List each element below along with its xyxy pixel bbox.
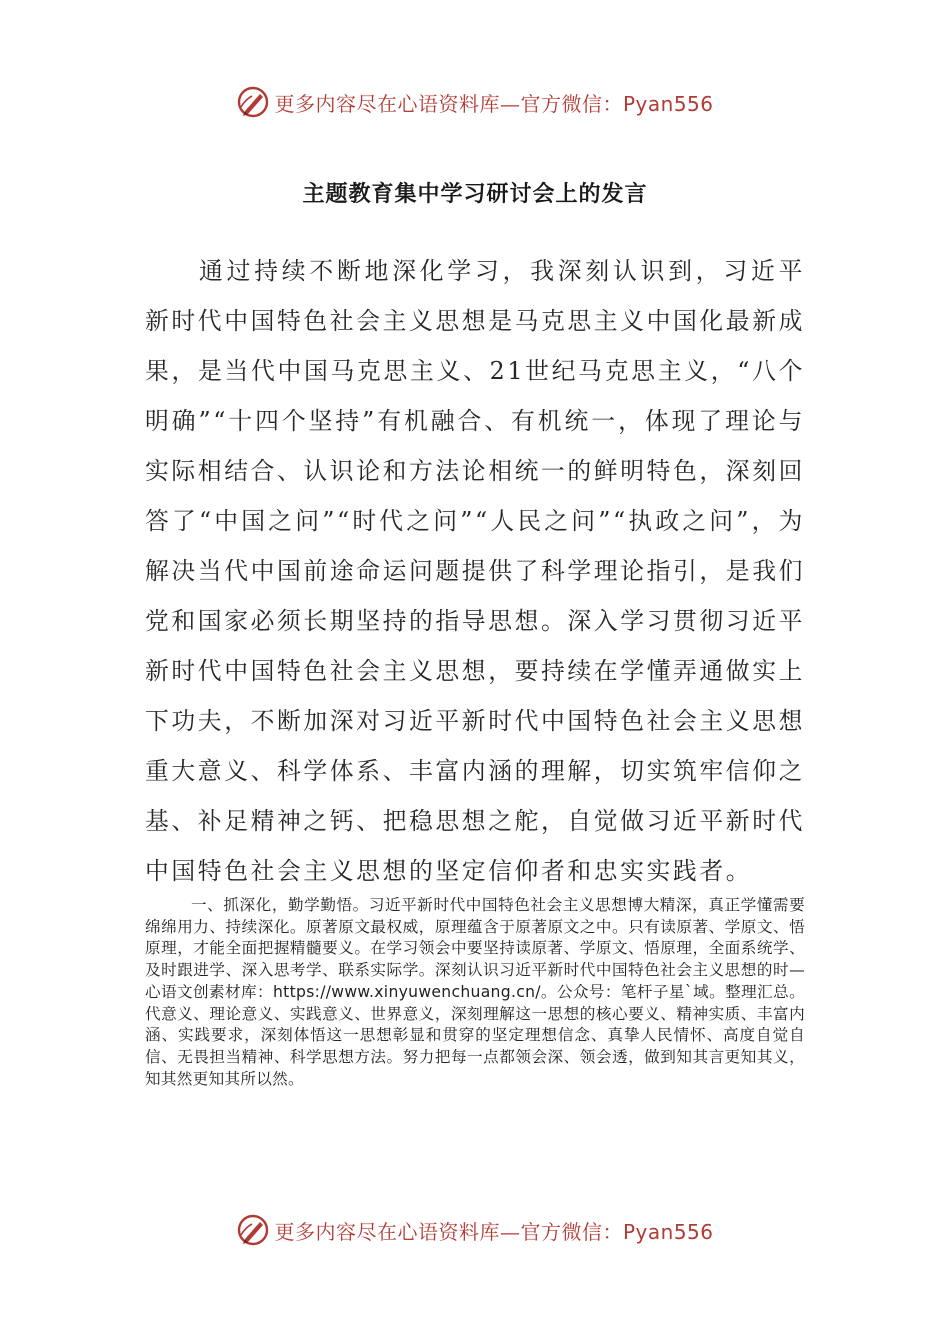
header-banner [0,82,950,122]
footer-banner-text [274,1216,713,1245]
header-banner-cn: 更多内容尽在心语资料库—官方微信： [274,91,623,116]
document-title: 主题教育集中学习研讨会上的发言 [302,182,648,207]
pen-circle-logo-icon [236,1213,270,1247]
header-banner-text [274,88,713,117]
section-one-text-b: 。公众号：笔杆子星`域。整理汇总。代意义、理论意义、实践意义、世界意义，深刻理解这一思想的核心要义、精神实质、丰富内涵、实践要求，深刻体悟这一思想彰显和贯穿的坚定理想信念、真挚人民情怀、高度自觉自信、无畏担当精神、科学思想方法。努力把每一点都领会深、领会透，做到知其言更知其义，知其然更知其所以然。 [145,982,805,1088]
section-one-text-a: 一、抓深化，勤学勤悟。习近平新时代中国特色社会主义思想博大精深，真正学懂需要绵绵用力、持续深化。原著原文最权威，原理蕴含于原著原文之中。只有读原著、学原文、悟原理，才能全面把握精髓要义。在学习领会中要坚持读原著、学原文、悟原理，全面系统学、及时跟进学、深入思考学、联系实际学。深刻认识习近平新时代中国特色社会主义思想的时—心语文创素材库： [145,896,805,1001]
header-banner-wechat-id: Pyan556 [622,91,714,116]
footer-banner-wechat-id: Pyan556 [622,1219,714,1244]
footer-banner-cn: 更多内容尽在心语资料库—官方微信： [274,1219,623,1244]
pen-circle-logo-icon [236,85,270,119]
main-paragraph: 通过持续不断地深化学习，我深刻认识到，习近平新时代中国特色社会主义思想是马克思主义中国化最新成果，是当代中国马克思主义、21世纪马克思主义，“八个明确”“十四个坚持”有机融合、有机统一，体现了理论与实际相结合、认识论和方法论相统一的鲜明特色，深刻回答了“中国之问”“时代之问”“人民之问”“执政之问”，为解决当代中国前途命运问题提供了科学理论指引，是我们党和国家必须长期坚持的指导思想。深入学习贯彻习近平新时代中国特色社会主义思想，要持续在学懂弄通做实上下功夫，不断加深对习近平新时代中国特色社会主义思想重大意义、科学体系、丰富内涵的理解，切实筑牢信仰之基、补足精神之钙、把稳思想之舵，自觉做习近平新时代中国特色社会主义思想的坚定信仰者和忠实实践者。 [145,257,805,885]
footer-banner [0,1210,950,1250]
section-one-paragraph [145,895,805,1090]
source-url-text: https://www.xinyuwenchuang.cn/ [273,982,541,1001]
